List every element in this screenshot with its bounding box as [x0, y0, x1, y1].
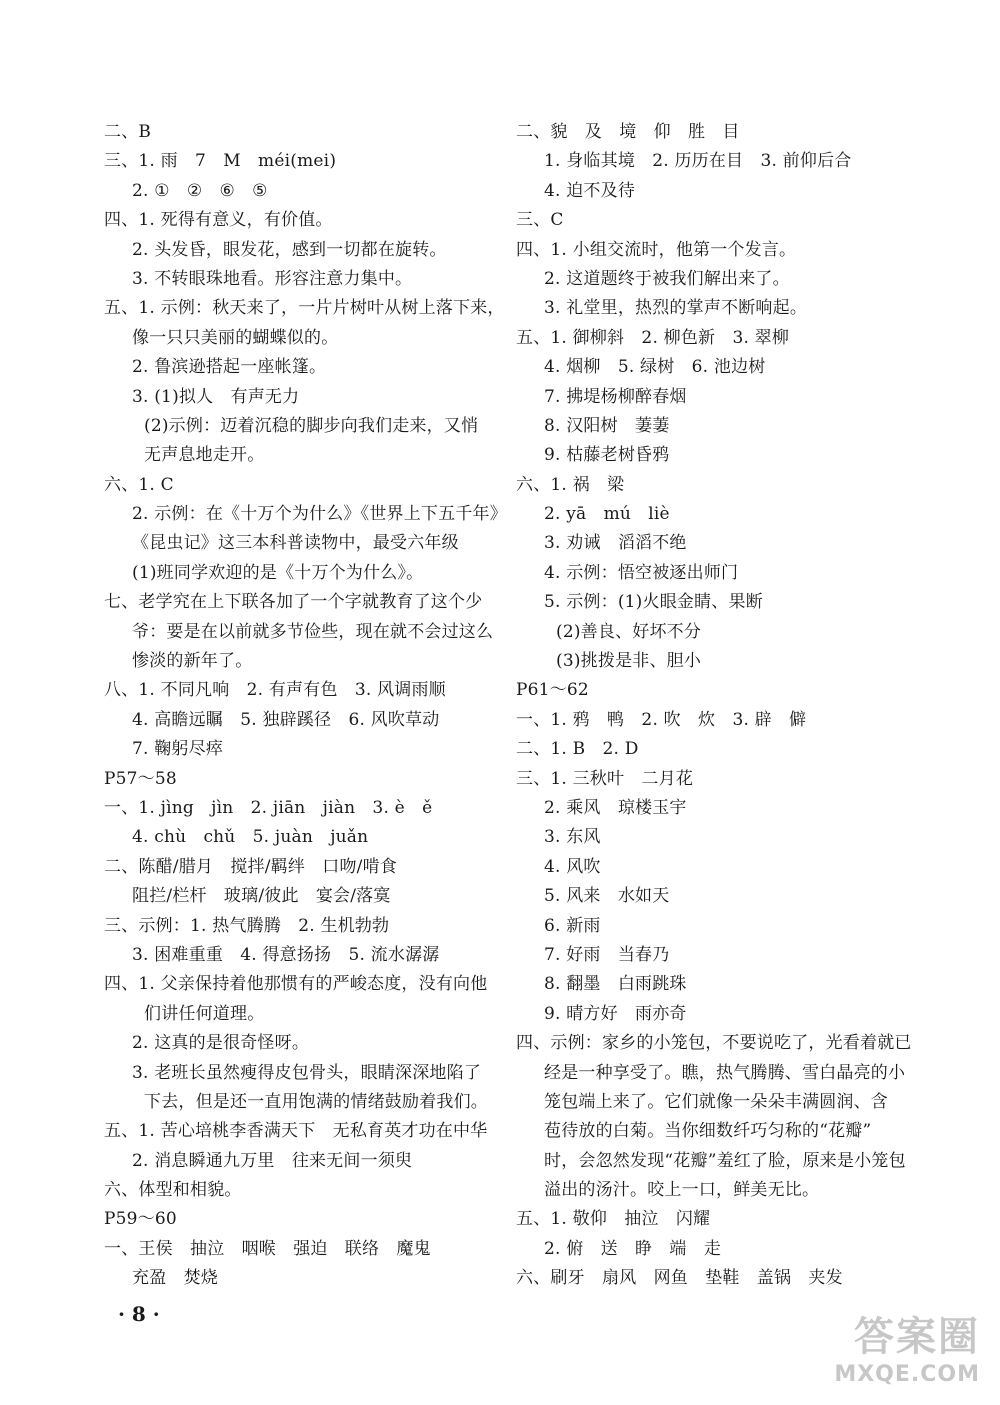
answer-line: 《昆虫记》这三本科普读物中，最受六年级 [132, 533, 459, 554]
answer-line: 9. 晴方好 雨亦奇 [544, 1003, 687, 1024]
answer-line: 四、示例：家乡的小笼包，不要说吃了，光看着就已 [516, 1033, 912, 1054]
answer-line: 4. 高瞻远瞩 5. 独辟蹊径 6. 风吹草动 [132, 709, 440, 730]
answer-line: 五、1. 苦心培桃李香满天下 无私育英才功在中华 [104, 1121, 488, 1142]
answer-line: 7. 鞠躬尽瘁 [132, 739, 224, 760]
answer-line: 三、1. 雨 7 M méi(mei) [104, 151, 337, 172]
answer-line: 二、陈醋/腊月 搅拌/羁绊 口吻/啃食 [104, 856, 397, 877]
answer-line: 像一只只美丽的蝴蝶似的。 [132, 327, 339, 348]
answer-line: 惨淡的新年了。 [132, 651, 253, 672]
answer-line: 4. 迫不及待 [544, 180, 636, 201]
answer-line: (2)善良、好坏不分 [556, 621, 702, 642]
answer-line: 六、1. 祸 梁 [516, 474, 625, 495]
answer-line: 8. 汉阳树 萋萋 [544, 415, 670, 436]
answer-line: 三、示例：1. 热气腾腾 2. 生机勃勃 [104, 915, 390, 936]
answer-line: (1)班同学欢迎的是《十万个为什么》。 [132, 562, 424, 583]
answer-line: 一、王侯 抽泣 咽喉 强迫 联络 魔鬼 [104, 1238, 431, 1259]
answer-line: 苞待放的白菊。当你细数纤巧匀称的“花瓣” [544, 1121, 872, 1142]
answer-line: 5. 示例：(1)火眼金睛、果断 [544, 592, 763, 613]
answer-line: 五、1. 示例：秋天来了，一片片树叶从树上落下来， [104, 298, 505, 319]
answer-line: 5. 风来 水如天 [544, 886, 670, 907]
answer-line: 3. 老班长虽然瘦得皮包骨头，眼睛深深地陷了 [132, 1062, 482, 1083]
answer-line: 3. 东风 [544, 827, 601, 848]
answer-line: 六、1. C [104, 474, 174, 495]
answer-line: 一、1. jìng jìn 2. jiān jiàn 3. è ě [104, 797, 433, 818]
answer-line: 7. 拂堤杨柳醉春烟 [544, 386, 687, 407]
answer-line: 3. 劝诫 滔滔不绝 [544, 533, 687, 554]
answer-line: 四、1. 父亲保持着他那惯有的严峻态度，没有向他 [104, 974, 488, 995]
answer-line: 二、1. B 2. D [516, 739, 639, 760]
watermark-url: MXQE.COM [834, 1362, 980, 1387]
answer-line: 4. 示例：悟空被逐出师门 [544, 562, 739, 583]
answer-line: 四、1. 小组交流时，他第一个发言。 [516, 239, 797, 260]
answer-line: P59～60 [104, 1209, 177, 1230]
left-column [104, 118, 507, 1294]
answer-line: 2. 消息瞬通九万里 往来无间一须臾 [132, 1150, 413, 1171]
answer-line: 五、1. 御柳斜 2. 柳色新 3. 翠柳 [516, 327, 790, 348]
answer-line: 1. 身临其境 2. 历历在目 3. 前仰后合 [544, 151, 852, 172]
answer-line: 三、1. 三秋叶 二月花 [516, 768, 694, 789]
answer-line: P61～62 [516, 680, 589, 701]
answer-line: 8. 翻墨 白雨跳珠 [544, 974, 687, 995]
answer-line: 3. 不转眼珠地看。形容注意力集中。 [132, 268, 413, 289]
answer-line: 四、1. 死得有意义，有价值。 [104, 210, 333, 231]
answer-line: 充盈 焚烧 [132, 1268, 218, 1289]
answer-line: 2. 鲁滨逊搭起一座帐篷。 [132, 357, 327, 378]
answer-line: 2. ① ② ⑥ ⑤ [132, 180, 268, 201]
answer-line: 3. (1)拟人 有声无力 [132, 386, 300, 407]
answer-line: 2. 示例：在《十万个为什么》《世界上下五千年》 [132, 504, 507, 525]
answer-line: 2. 这道题终于被我们解出来了。 [544, 268, 790, 289]
watermark [834, 1305, 980, 1387]
answer-line: 们讲任何道理。 [144, 1003, 265, 1024]
answer-line: 2. yā mú liè [544, 504, 670, 525]
answer-line: 笼包端上来了。它们就像一朵朵丰满圆润、含 [544, 1091, 888, 1112]
answer-line: 一、1. 鸦 鸭 2. 吹 炊 3. 辟 僻 [516, 709, 807, 730]
watermark-logo-text: 答案圈 [854, 1314, 980, 1360]
answer-line: 3. 困难重重 4. 得意扬扬 5. 流水潺潺 [132, 944, 440, 965]
answer-line: 6. 新雨 [544, 915, 601, 936]
answer-line: 七、老学究在上下联各加了一个字就教育了这个少 [104, 592, 483, 613]
answer-line: 二、貌 及 境 仰 胜 目 [516, 122, 740, 142]
right-column [516, 118, 916, 1294]
answer-line: 五、1. 敬仰 抽泣 闪耀 [516, 1209, 711, 1230]
answer-line: 3. 礼堂里，热烈的掌声不断响起。 [544, 298, 808, 319]
answer-line: 下去，但是还一直用饱满的情绪鼓励着我们。 [144, 1091, 488, 1112]
answer-line: P57～58 [104, 768, 177, 789]
answer-line: 二、B [104, 122, 152, 142]
answer-line: (3)挑拨是非、胆小 [556, 651, 702, 672]
answer-line: 无声息地走开。 [144, 445, 265, 466]
answer-line: 2. 这真的是很奇怪呀。 [132, 1033, 310, 1054]
answer-line: 2. 头发昏，眼发花，感到一切都在旋转。 [132, 239, 447, 260]
answer-line: 2. 俯 送 睁 端 走 [544, 1238, 722, 1259]
answer-line: 4. chù chǔ 5. juàn juǎn [132, 827, 369, 848]
answer-line: 经是一种享受了。瞧，热气腾腾、雪白晶亮的小 [544, 1062, 906, 1083]
answer-line: 爷：要是在以前就多节俭些，现在就不会过这么 [132, 621, 494, 642]
answer-line: 时，会忽然发现“花瓣”羞红了脸，原来是小笼包 [544, 1150, 906, 1171]
page-number: · 8 · [118, 1302, 160, 1326]
answer-line: 六、刷牙 扇风 网鱼 垫鞋 盖锅 夹发 [516, 1268, 843, 1289]
answer-line: 7. 好雨 当春乃 [544, 944, 670, 965]
answer-line: (2)示例：迈着沉稳的脚步向我们走来，又悄 [144, 415, 479, 436]
answer-line: 六、体型和相貌。 [104, 1180, 242, 1201]
answer-line: 三、C [516, 210, 564, 231]
answer-line: 2. 乘风 琼楼玉宇 [544, 797, 687, 818]
answer-line: 4. 风吹 [544, 856, 601, 877]
answer-line: 八、1. 不同凡响 2. 有声有色 3. 风调雨顺 [104, 680, 446, 701]
answer-line: 阻拦/栏杆 玻璃/彼此 宴会/落寞 [132, 886, 391, 907]
answer-line: 4. 烟柳 5. 绿树 6. 池边树 [544, 357, 766, 378]
answer-line: 溢出的汤汁。咬上一口，鲜美无比。 [544, 1180, 820, 1201]
answer-line: 9. 枯藤老树昏鸦 [544, 445, 670, 466]
